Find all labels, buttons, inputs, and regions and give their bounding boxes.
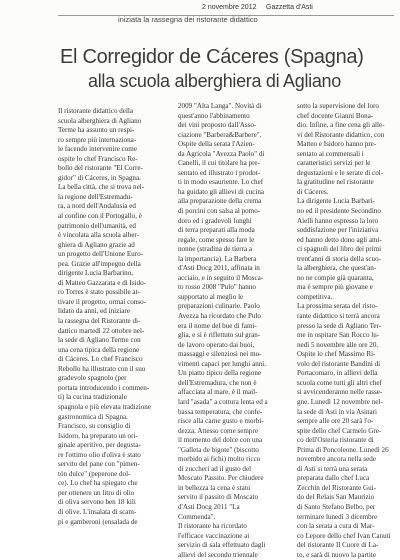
article-text-line: terminare lunedì 3 dicembre xyxy=(297,512,378,521)
article-text-line: di olive. L'insalata di scam- xyxy=(58,507,137,516)
article-text-line: Francisco, su consiglio di xyxy=(58,422,131,431)
article-text-line: servizio di sala effettuato dagli xyxy=(178,541,266,550)
article-text-line: trent'anni di storia della scuo- xyxy=(297,254,382,263)
article-text-line: la gratitudine nel ristorante xyxy=(297,178,374,187)
article-text-line: scuola alberghiera di Agliano xyxy=(58,116,142,125)
article-text-line: preparazioni culinarie. Paolo xyxy=(178,302,260,311)
article-text-line: supportato al meglio le xyxy=(178,292,244,301)
article-text-line: Aielli hanno espresso la loro xyxy=(297,216,379,225)
article-text-line: Terme ha assunto un respi- xyxy=(58,126,135,135)
article-text-line: quest'anno l'abbinamento xyxy=(178,111,250,120)
article-text-line: ro sempre più internaziona- xyxy=(58,135,137,144)
article-text-line: l'efficace vaccinazione ai xyxy=(178,531,250,540)
article-text-line: dei vini proposto dall'Asso- xyxy=(178,121,257,130)
article-text-line: Ospite lo chef Massimo Ri- xyxy=(297,350,376,359)
article-text-line: patrimonio dell'umanità, ed xyxy=(58,221,136,230)
article-text-line: dirigente Lucia Barbarino, xyxy=(58,269,134,278)
article-text-line: massaggi e silenziosi nei mo- xyxy=(178,350,262,359)
article-text-line: servito il passito di Moscato xyxy=(178,493,258,502)
article-text-line: ce). Lo chef ha spiegato che xyxy=(58,479,138,488)
article-text-line: novembre ancora nella sede xyxy=(297,455,376,464)
article-text-line: degustazioni e le serate di col- xyxy=(297,168,384,177)
article-text-line: di Santo Stefano Belbo, per xyxy=(297,502,376,511)
article-text-line: la alberghiera, che quest'an- xyxy=(297,264,377,273)
article-text-line: del ristorante Il Cuore di La- xyxy=(297,541,379,550)
article-text-line: Isidoro, ha preparato un ori- xyxy=(58,431,138,440)
article-text-line: ha guidato gli allievi di cucina xyxy=(178,187,265,196)
article-text-line: bassa temperatura, che confe- xyxy=(178,407,263,416)
article-text-line: dattico martedì 22 ottobre nel- xyxy=(58,326,145,335)
article-text-line: scuola come tutti gli altri chef xyxy=(297,378,382,387)
article-text-line: tón dulce" (peperone dol- xyxy=(58,469,131,478)
article-text-line: di Asti si terrà una serata xyxy=(297,464,368,473)
article-text-line: Matteo e Isidoro hanno pre- xyxy=(297,140,377,149)
article-text-line: lidato da anni, ed iniziare xyxy=(58,307,130,316)
article-text-line: risce alla carne gusto e morbi- xyxy=(178,417,264,426)
article-text-line: ospite lo chef Francisco Re- xyxy=(58,154,138,163)
article-text-line: sentato ed illustrato i prodot- xyxy=(178,168,260,177)
article-text-line: servito del pane con "pimen- xyxy=(58,460,140,469)
article-text-line: con la serata a cura di Mar- xyxy=(297,522,375,531)
article-text-line: spagnola e più elevata tradizione xyxy=(58,402,151,411)
article-text-line: di oliva servono ben 18 kili xyxy=(58,498,136,507)
article-text-line: al confine con il Portogallo, è xyxy=(58,212,142,221)
article-text-line: La bella città, che si trova nel- xyxy=(58,183,145,192)
page-header xyxy=(0,4,400,14)
article-text-line: lard "asada" a cottura lenta ed a xyxy=(178,397,268,406)
article-text-line: regale, come spesso fare le xyxy=(178,235,255,244)
article-text-line: è vincolata alla scuola alber- xyxy=(58,231,139,240)
article-text-line: spite dello chef Carmelo Gre- xyxy=(297,426,382,435)
article-text-line: ghiera di Agliano grazie ad xyxy=(58,240,135,249)
article-text-line: no ed il presidente Secondino xyxy=(297,207,381,216)
article-text-line: vi del Ristorante didattico, con xyxy=(297,130,385,139)
article-text-line: di Matteo Gazzarata e di Isido- xyxy=(58,278,147,287)
article-column-1 xyxy=(58,107,166,526)
article-text-line: gradevole spagnolo (per xyxy=(58,374,127,383)
article-text-line: in bellezza la cena è stato xyxy=(178,483,251,492)
article-text-line: d'Asti Docg 2011, affinata in xyxy=(178,264,260,273)
article-column-2 xyxy=(178,102,286,559)
article-text-line: volo del ristorante Bandini di xyxy=(297,359,381,368)
article-text-line: la importancia). La Barbera xyxy=(178,254,257,263)
article-text-line: dell'Estremadura, che non è xyxy=(178,378,257,387)
article-text-line: "Galleta de bigote" (biscotto xyxy=(178,445,259,454)
article-text-line: Prima di Poncoleone. Lunedì 26 xyxy=(297,445,389,454)
article-text-line: di zuccheri ad il gusto del xyxy=(178,464,252,473)
article-text-line: la sede di Agliano Terme con xyxy=(58,336,141,345)
article-text-line: ciazione "Barbera&Barbere". xyxy=(178,130,262,139)
article-text-line: to, e sarà di nuovo la partite xyxy=(297,550,376,559)
article-text-line: ginale aperitivo, per degusta- xyxy=(58,441,141,450)
article-text-line: dio. Infine, a fine cena gli alle- xyxy=(297,121,385,130)
article-text-line: Portacomaro, in allievi della xyxy=(297,369,378,378)
article-text-line: ci spagnoli del libro dei primi xyxy=(297,245,382,254)
article-text-line: gidor" di Cáceres, in Spagna. xyxy=(58,173,141,182)
article-text-line: doro ed i gradevoli lunghi xyxy=(178,216,252,225)
article-text-line: un progetto dell'Unione Euro- xyxy=(58,250,144,259)
article-text-line: Canelli, il cui titolare ha pre- xyxy=(178,159,260,168)
article-text-line: Rebollo ha illustrato con il suo xyxy=(58,364,146,373)
article-text-line: do del Relais San Maurizio xyxy=(297,493,375,502)
article-text-line: Avezza ha ricordato che Pulo xyxy=(178,312,261,321)
article-text-line: portata introducendo i commen- xyxy=(58,383,150,392)
article-text-line: il momento del dolce con una xyxy=(178,436,263,445)
article-text-line: ti) la cucina tradizionale xyxy=(58,393,127,402)
article-text-line: Commenda". xyxy=(178,512,216,521)
article-text-line: 2009 "Alta Langa". Novità di xyxy=(178,102,262,110)
article-text-line: presso la sede di Agliano Ter- xyxy=(297,321,382,330)
article-text-line: le facendo intervenire come xyxy=(58,145,137,154)
article-text-line: sentato ai commensali i xyxy=(297,149,364,158)
article-text-line: competitiva. xyxy=(297,292,333,301)
article-text-line: di Cáceres. xyxy=(297,187,329,196)
article-text-line: vimenti capaci per lunghi anni. xyxy=(178,359,267,368)
article-text-line: d'Asti Docg 2011 "La xyxy=(178,502,240,511)
article-text-line: era il nome del bue di fami- xyxy=(178,321,257,330)
article-text-line: no ne compie già quaranta, xyxy=(297,273,374,282)
article-text-line: Moscato Passito. Per chiudere xyxy=(178,474,264,483)
article-text-line: preparata dallo chef Luca xyxy=(297,474,370,483)
article-text-line: La prossima serata del risto- xyxy=(297,302,378,311)
article-text-line: morbido ai fichi) molto ricco xyxy=(178,455,261,464)
article-text-line: co Lepore dello chef Ivan Canuti xyxy=(297,531,391,540)
article-text-line: affacciata al mare, è il mail- xyxy=(178,388,258,397)
article-text-line: Ospite della serata l'Azien- xyxy=(178,140,255,149)
publication-name: Gazzetta d'Asti xyxy=(266,4,313,11)
article-text-line: sotto la supervisione del loro xyxy=(297,102,379,110)
article-text-line: caratteristici servizi per le xyxy=(297,159,371,168)
article-text-line: gastronomica di Spagna. xyxy=(58,412,128,421)
article-text-line: co dell'Osteria ristorante di xyxy=(297,436,374,445)
article-text-line: di Cáceres. Lo chef Francisco xyxy=(58,355,143,364)
article-kicker: iniziata la rassegna dei ristorante didattico xyxy=(118,15,258,24)
article-column-3 xyxy=(297,102,400,559)
article-text-line: pi e gamberoni (ensalada de xyxy=(58,517,138,526)
article-text-line: ra, a nord dell'Andalusia ed xyxy=(58,202,136,211)
article-text-line: allievi del secondo triennale xyxy=(178,550,258,559)
article-text-line: tivare il progetto, ormai conso- xyxy=(58,297,147,306)
article-text-line: de lavoro operato dai buoi, xyxy=(178,340,255,349)
article-text-line: una cena tipica della regione xyxy=(58,345,140,354)
article-text-line: glia, e sì è riflettuto sul gran- xyxy=(178,331,261,340)
article-text-line: bollo del ristorante "El Corre- xyxy=(58,164,143,173)
article-text-line: di terra preparati alla moda xyxy=(178,226,255,235)
article-text-line: ed hanno detto dono agli ami- xyxy=(297,235,382,244)
article-title: El Corregidor de Cáceres (Spagna) xyxy=(60,46,364,68)
article-text-line: Un piatto tipico della regione xyxy=(178,369,262,378)
article-text-line: la rassegna del Ristorante di- xyxy=(58,317,141,326)
article-text-line: di porcini con salsa al pomo- xyxy=(178,207,261,216)
article-subtitle: alla scuola alberghiera di Agliano xyxy=(88,71,341,91)
publication-date: 2 novembre 2012 xyxy=(202,4,257,11)
article-text-line: chef docente Gianni Bona- xyxy=(297,111,374,120)
article-text-line: si avvicenderanno nelle rasse- xyxy=(297,388,383,397)
article-text-line: ti in modo esauriente. Lo chef xyxy=(178,178,264,187)
article-text-line: pea. Grazie all'impegno della xyxy=(58,259,141,268)
article-text-line: acciaio, e in seguito il Mosca- xyxy=(178,273,264,282)
article-text-line: nedì 5 novembre alle ore 20. xyxy=(297,340,379,349)
article-text-line: Zecchin del Ristorante Gui- xyxy=(297,483,376,492)
article-text-line: Il ristorante ha ricordato xyxy=(178,522,247,531)
article-text-line: dezza. Attesso come sempre xyxy=(178,426,258,435)
article-text-line: rante didattico si terrà ancora xyxy=(297,312,380,321)
article-text-line: per ottenere un litro di olio xyxy=(58,488,135,497)
article-text-line: ro Torres è stato possibile at- xyxy=(58,288,140,297)
article-text-line: me in ospitare San Rocco lu- xyxy=(297,331,380,340)
article-text-line: La dirigente Lucia Barbari- xyxy=(297,197,375,206)
article-text-line: ma è sempre più giovane e xyxy=(297,283,373,292)
article-text-line: nonne (stradina de tierra a xyxy=(178,245,253,254)
article-text-line: to rosso 2008 "Pulo" hanno xyxy=(178,283,256,292)
article-text-line: re l'ottimo olio d'oliva è stato xyxy=(58,450,141,459)
article-text-line: la regione dell'Estremadu- xyxy=(58,192,133,201)
article-text-line: alla preparazione della crema xyxy=(178,197,262,206)
article-text-line: Il ristorante didattico della xyxy=(58,107,134,115)
article-text-line: sempre alle ore 20 sarà l'o- xyxy=(297,417,374,426)
article-text-line: la sede di Asti in via Asinari xyxy=(297,407,377,416)
article-text-line: soddisfazione per l'iniziativa xyxy=(297,226,379,235)
article-text-line: gne. Lunedì 12 novembre nel- xyxy=(297,397,383,406)
article-text-line: da Agricola "Avezza Paolo" di xyxy=(178,149,265,158)
